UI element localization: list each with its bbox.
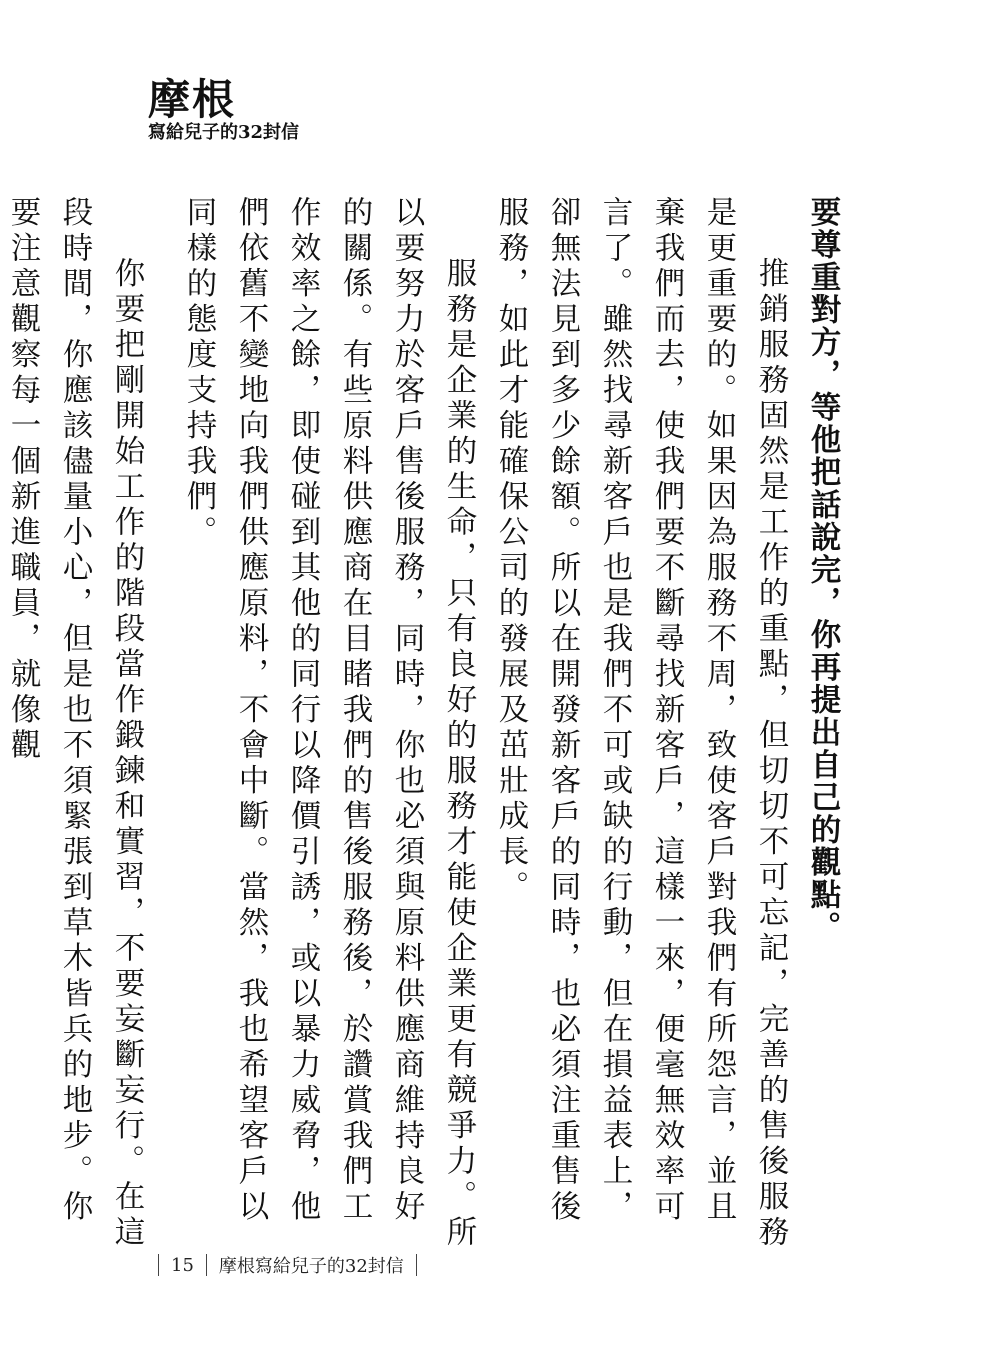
page-footer xyxy=(146,1252,429,1278)
vertical-body-text xyxy=(5,196,848,1256)
book-title-main: 摩根 xyxy=(148,75,237,124)
footer-divider xyxy=(158,1254,159,1276)
page-number: 15 xyxy=(171,1254,194,1276)
paragraph-3: 你要把剛開始工作的階段當作鍛鍊和實習，不要妄斷妄行。在這段時間，你應該儘量小心，但是也不須緊張到草木皆兵的地步。你要注意觀察每一個新進職員，就像觀 xyxy=(5,196,144,1251)
book-subtitle: 寫給兒子的32封信 xyxy=(148,122,300,143)
footer-divider xyxy=(206,1254,207,1276)
section-heading: 要尊重對方，等他把話說完，你再提出自己的觀點。 xyxy=(805,196,840,944)
paragraph-1: 推銷服務固然是工作的重點，但切切不可忘記，完善的售後服務是更重要的。如果因為服務不周，致使客戶對我們有所怨言，並且棄我們而去，使我們要不斷尋找新客戶，這樣一來，便毫無效率可言了。雖然找尋新客戶也是我們不可或缺的行動，但在損益表上，卻無法見到多少餘額。所以在開發新客戶的同時，也必須注重售後服務，如此才能確保公司的發展及茁壯成長。 xyxy=(493,196,788,1251)
paragraph-2: 服務是企業的生命，只有良好的服務才能使企業更有競爭力。所以要努力於客戶售後服務，同時，你也必須與原料供應商維持良好的關係。有些原料供應商在目睹我們的售後服務後，於讚賞我們工作效率之餘，即使碰到其他的同行以降價引誘，或以暴力威脅，他們依舊不變地向我們供應原料，不會中斷。當然，我也希望客戶以同樣的態度支持我們。 xyxy=(181,196,476,1251)
page-header xyxy=(148,75,300,144)
footer-divider xyxy=(416,1254,417,1276)
footer-book-title: 摩根寫給兒子的32封信 xyxy=(218,1256,404,1277)
